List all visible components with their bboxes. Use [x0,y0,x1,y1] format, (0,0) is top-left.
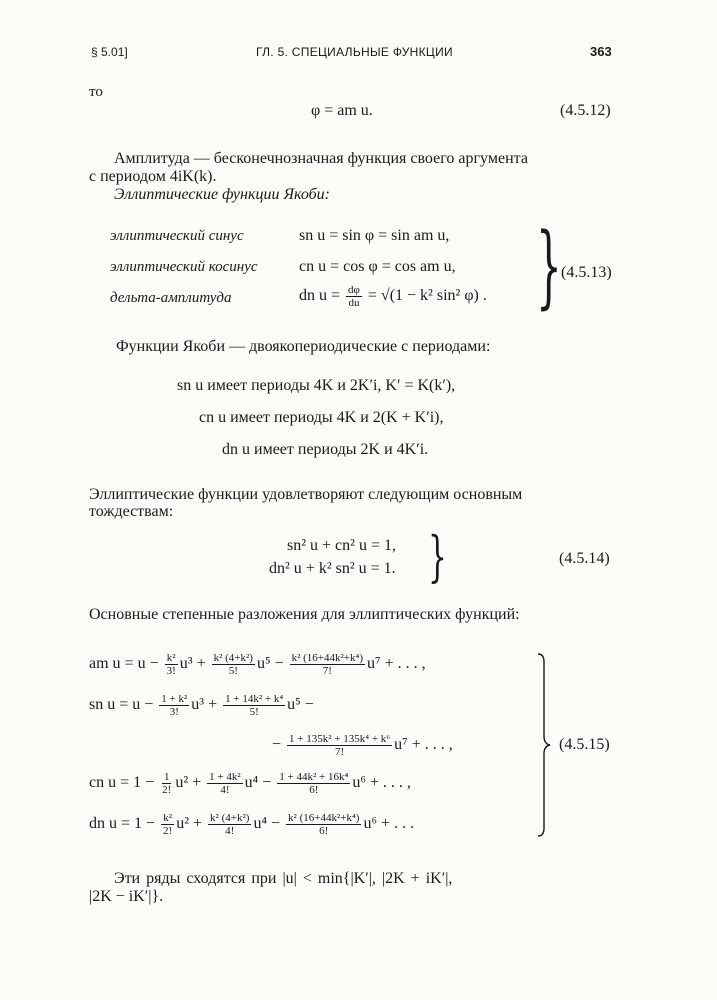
page-number: 363 [590,44,612,59]
lead-word: то [89,84,103,100]
function-name: эллиптический синус [110,228,244,244]
identity-1: sn² u + cn² u = 1, [287,537,396,554]
series-sn-continued: − $\frac{\text{1 + 135k² + 135k⁴ + k⁶}}{7!}$ u⁷ + . . . , [272,733,453,758]
equation-4-5-12: φ = am u. [311,102,373,119]
identities-intro: Эллиптические функции удовлетворяют следующим основным [89,486,523,503]
identity-2: dn² u + k² sn² u = 1. [269,560,396,577]
periods-intro: Функции Якоби — двоякопериодические с периодами: [116,338,491,355]
equation-number: (4.5.13) [561,264,612,281]
period-line: dn u имеет периоды 2K и 4K′i. [222,441,429,458]
section-ref: § 5.01] [91,45,128,59]
period-line: sn u имеет периоды 4K и 2K′i, K′ = K(k′), [177,377,456,394]
running-head: ГЛ. 5. СПЕЦИАЛЬНЫЕ ФУНКЦИИ [256,45,453,59]
equation-number: (4.5.12) [560,102,611,119]
series-sn: sn u = u − $\frac{\text{1 + k²}}{3!}$ u³ + $\frac{\text{1 + 14k² + k⁴}}{5!}$ u⁵ − [89,693,314,718]
formula-cn: cn u = cos φ = cos am u, [299,258,456,275]
series-intro: Основные степенные разложения для эллиптических функций: [89,606,520,623]
equation-number: (4.5.15) [559,736,610,753]
formula-sn: sn u = sin φ = sin am u, [299,227,450,244]
formula-dn: dn u = $\frac{d\varphi}{du}$ = √(1 − k² sin² φ) . [299,284,487,309]
function-name: дельта-амплитуда [110,290,232,306]
conclusion-line: Эти ряды сходятся при |u| < min{|K′|, |2K + iK′|, [114,870,453,887]
right-brace: } [428,525,447,588]
series-cn: cn u = 1 − $\frac{1}{2!}$ u² + $\frac{\text{1 + 4k²}}{4!}$ u⁴ − $\frac{\text{1 + 44k² + 16k⁴}}{6!}$ u⁶ + . . . , [89,771,411,796]
equation-number: (4.5.14) [559,550,610,567]
paragraph-line: с периодом 4iK(k). [89,168,217,185]
jacobi-title: Эллиптические функции Якоби: [114,186,330,203]
right-brace [536,652,552,838]
function-name: эллиптический косинус [110,259,258,275]
conclusion-line: |2K − iK′|}. [89,888,164,905]
period-line: cn u имеет периоды 4K и 2(K + K′i), [199,409,444,426]
right-brace: } [536,214,562,319]
identities-intro: тождествам: [89,503,174,520]
series-am: am u = u − $\frac{\text{k²}}{3!}$ u³ + $\frac{\text{k² (4+k²)}}{5!}$ u⁵ − $\frac{\text{k² (16+44k²+k⁴)}}{7!}$ u⁷ + . . . , [89,652,426,677]
paragraph-line: Амплитуда — бесконечнозначная функция своего аргумента [114,150,528,167]
series-dn: dn u = 1 − $\frac{\text{k²}}{2!}$ u² + $\frac{\text{k² (4+k²)}}{4!}$ u⁴ − $\frac{\text{k² (16+44k²+k⁴)}}{6!}$ u⁶ + . . . [89,812,415,837]
